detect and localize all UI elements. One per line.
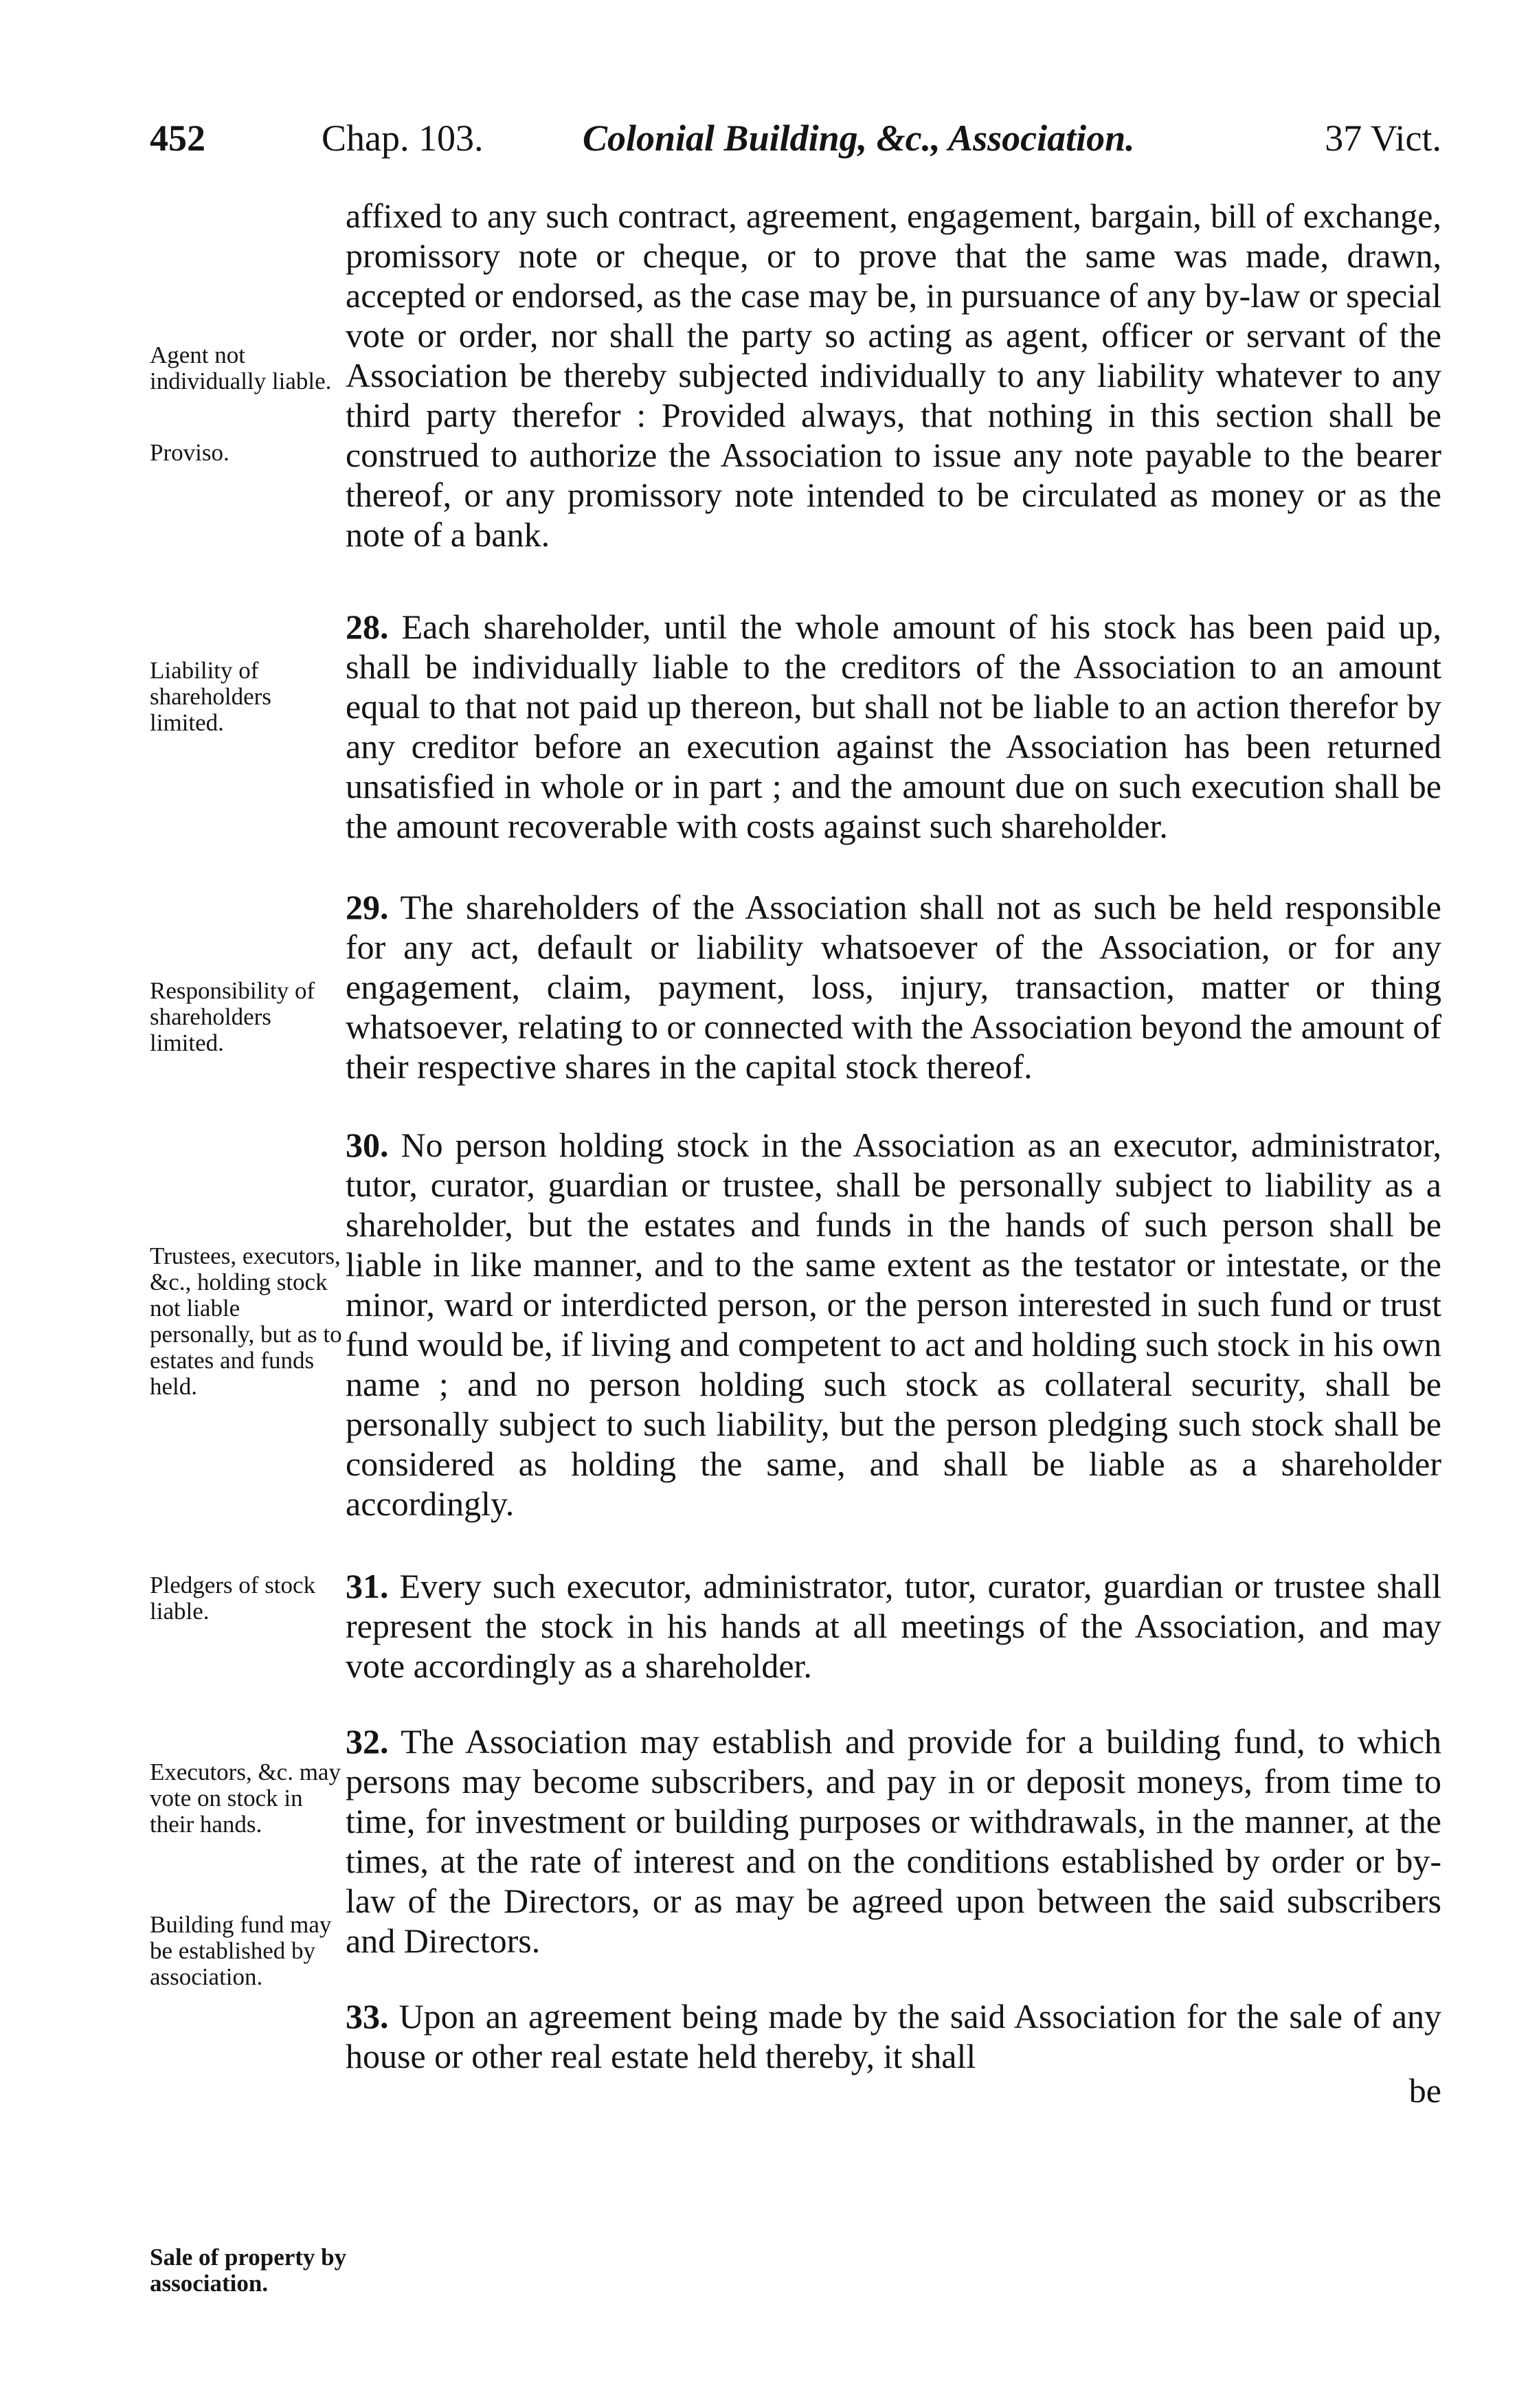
marginal-note-building-fund: Building fund may be established by association. xyxy=(150,1911,332,1990)
section-text: Each shareholder, until the whole amount of his stock has been paid up, shall be individually liable to the creditors of the Association to an amount equal to that not paid up thereon, but shall not be liable to an action therefor by any creditor before an execution against the Association has been returned unsatisfied in whole or in part ; and the amount due on such execution shall be the amount recoverable with costs against such shareholder. xyxy=(346,607,1441,845)
marginal-note-trustees: Trustees, executors, &c., holding stock not liable personally, but as to estates and funds held. xyxy=(150,1242,342,1400)
page-number: 452 xyxy=(150,118,205,159)
section-text: Upon an agreement being made by the said Association for the sale of any house or other real estate held thereby, it shall xyxy=(346,1997,1442,2075)
section-number: 29. xyxy=(346,888,389,926)
section-number: 31. xyxy=(346,1567,389,1605)
marginal-note-proviso: Proviso. xyxy=(150,439,229,466)
marginal-note-sale: Sale of property by association. xyxy=(150,2244,347,2297)
marginal-note-responsibility: Responsibility of shareholders limited. xyxy=(150,977,315,1056)
statute-body xyxy=(346,196,1441,2110)
section-number: 28. xyxy=(346,607,389,646)
section-number: 32. xyxy=(346,1722,389,1761)
marginal-note-executors: Executors, &c. may vote on stock in their hands. xyxy=(150,1759,341,1838)
paragraph-continuation xyxy=(346,196,1441,555)
catchword: be xyxy=(1408,2071,1441,2110)
marginal-note-pledgers: Pledgers of stock liable. xyxy=(150,1572,316,1625)
section-30 xyxy=(346,1125,1441,1524)
chapter-label: Chap. 103. xyxy=(322,118,484,159)
section-text: No person holding stock in the Association as an executor, administrator, tutor, curator, guardian or trustee, shall be personally subject to liability as a shareholder, but the estates and funds in the hands of such person shall be liable in like manner, and to the same extent as the testator or intestate, or the minor, ward or interdicted person, or the person interested in such fund or trust fund would be, if living and competent to act and holding such stock in his own name ; and no person holding such stock as collateral security, shall be personally subject to such liability, but the person pledging such stock shall be considered as holding the same, and shall be liable as a shareholder accordingly. xyxy=(346,1126,1441,1523)
section-29 xyxy=(346,887,1441,1086)
section-33 xyxy=(346,1996,1441,2076)
section-text: Every such executor, administrator, tutor, curator, guardian or trustee shall represent the stock in his hands at all meetings of the Association, and may vote accordingly as a shareholder. xyxy=(346,1567,1442,1685)
marginal-note-agent: Agent not individually liable. xyxy=(150,342,332,394)
section-text: The shareholders of the Association shall not as such be held responsible for any act, default or liability whatsoever of the Association, or for any engagement, claim, payment, loss, injury, transaction, matter or thing whatsoever, relating to or connected with the Association beyond the amount of their respective shares in the capital stock thereof. xyxy=(346,888,1441,1086)
section-32 xyxy=(346,1721,1441,1961)
paragraph-text: affixed to any such contract, agreement, engagement, bargain, bill of exchange, promissory note or cheque, or to prove that the same was made, drawn, accepted or endorsed, as the case may be, in pursuance of any by-law or special vote or order, nor shall the party so acting as agent, officer or servant of the Association be thereby subjected individually to any liability whatever to any third party therefor : Provided always, that nothing in this section shall be construed to authorize the Association to issue any note payable to the bearer thereof, or any promissory note intended to be circulated as money or as the note of a bank. xyxy=(346,197,1441,554)
section-text: The Association may establish and provide for a building fund, to which persons may become subscribers, and pay in or deposit moneys, from time to time, for investment or building purposes or withdrawals, in the manner, at the times, at the rate of interest and on the conditions established by order or by-law of the Directors, or as may be agreed upon between the said subscribers and Directors. xyxy=(346,1722,1441,1960)
running-header xyxy=(150,117,1441,165)
section-number: 30. xyxy=(346,1126,389,1164)
section-number: 33. xyxy=(346,1997,389,2036)
marginal-note-liability: Liability of shareholders limited. xyxy=(150,657,271,736)
regnal-year: 37 Vict. xyxy=(1325,118,1441,159)
act-title: Colonial Building, &c., Association. xyxy=(583,118,1135,159)
section-28 xyxy=(346,607,1441,846)
section-31 xyxy=(346,1566,1441,1686)
